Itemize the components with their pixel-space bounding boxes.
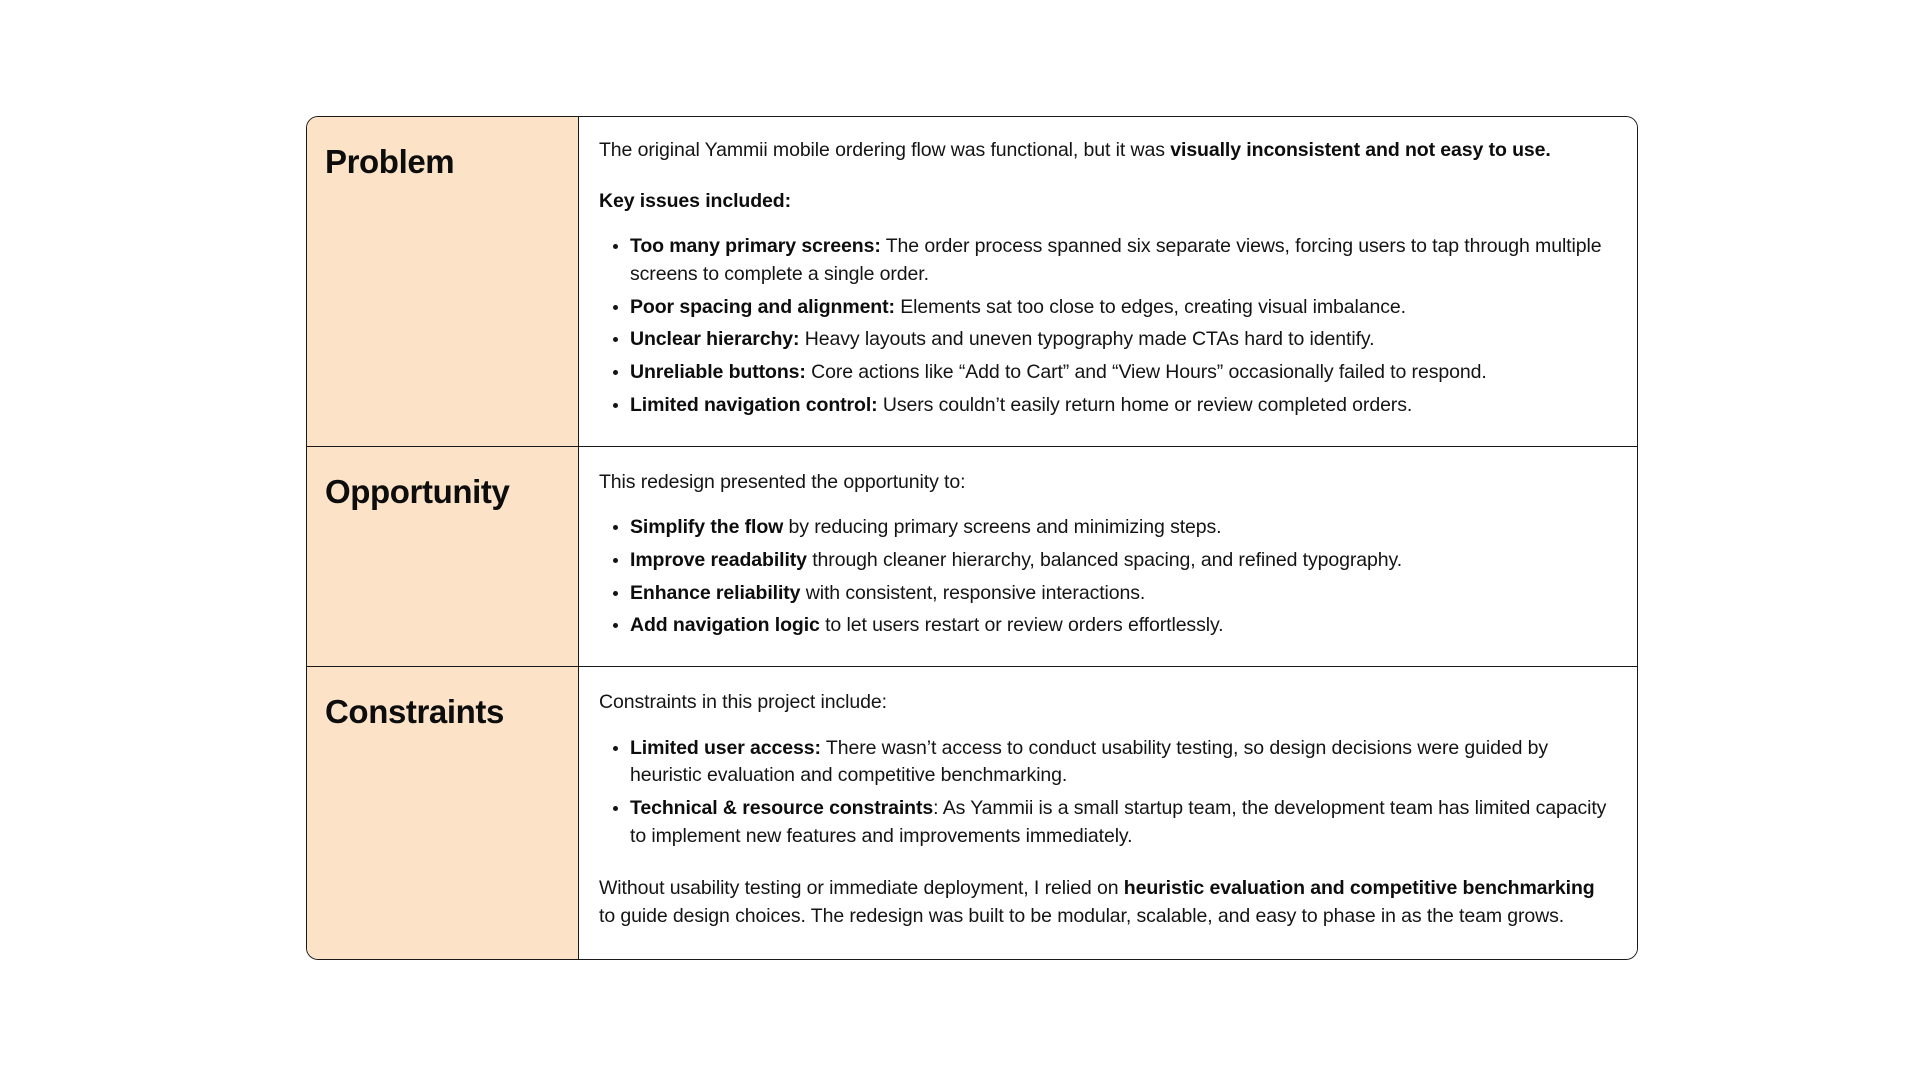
- bullet-lead: Too many primary screens:: [630, 235, 881, 258]
- row-label-problem: Problem: [325, 143, 455, 180]
- row-label-cell-problem: [307, 117, 579, 446]
- list-item: [630, 580, 1611, 608]
- problem-subheading-text: Key issues included:: [599, 189, 791, 212]
- bullet-rest: There wasn’t access to conduct usability testing, so design decisions were guided by heuristic evaluation and competitive benchmarking.: [630, 736, 1549, 787]
- problem-intro-text-plain: The original Yammii mobile ordering flow was functional, but it was: [599, 139, 1171, 161]
- bullet-lead: Unclear hierarchy:: [630, 328, 800, 351]
- bullet-rest: Elements sat too close to edges, creating visual imbalance.: [894, 295, 1406, 318]
- constraints-closing-part-2-bold: heuristic evaluation and competitive benchmarking: [1123, 877, 1595, 900]
- constraints-closing-paragraph: [599, 875, 1611, 930]
- bullet-rest: to let users restart or review orders effortlessly.: [819, 614, 1224, 637]
- bullet-lead: Technical & resource constraints: [630, 797, 934, 819]
- bullet-rest: Core actions like “Add to Cart” and “View Hours” occasionally failed to respond.: [805, 361, 1487, 384]
- list-item: [630, 612, 1611, 640]
- bullet-rest: through cleaner hierarchy, balanced spacing, and refined typography.: [806, 548, 1403, 571]
- problem-opportunity-constraints-table: [306, 116, 1638, 960]
- table-row-constraints: [307, 667, 1637, 959]
- row-content-problem: [579, 117, 1637, 446]
- constraints-closing-part-1: Without usability testing or immediate deployment, I relied on: [599, 877, 1124, 900]
- opportunity-bullet-list: [599, 514, 1611, 640]
- constraints-intro-paragraph: Constraints in this project include:: [599, 690, 887, 713]
- bullet-lead: Add navigation logic: [630, 614, 820, 637]
- bullet-rest: The order process spanned six separate views, forcing users to tap through multiple screens to complete a single order.: [630, 235, 1602, 286]
- list-item: [630, 294, 1611, 322]
- list-item: [630, 392, 1611, 420]
- problem-intro-text-bold: visually inconsistent and not easy to use.: [1170, 139, 1551, 161]
- list-item: [630, 233, 1611, 288]
- list-item: [630, 326, 1611, 354]
- bullet-rest: by reducing primary screens and minimizing steps.: [783, 516, 1222, 539]
- bullet-rest: Heavy layouts and uneven typography made CTAs hard to identify.: [799, 328, 1375, 351]
- table-row-problem: [307, 117, 1637, 447]
- problem-subheading: [599, 188, 1611, 216]
- row-label-constraints: Constraints: [325, 692, 504, 730]
- opportunity-intro-paragraph: This redesign presented the opportunity to:: [599, 470, 966, 493]
- constraints-bullet-list: [599, 735, 1611, 851]
- bullet-lead: Improve readability: [630, 548, 807, 571]
- row-label-cell-constraints: [307, 667, 579, 959]
- bullet-lead: Unreliable buttons:: [630, 361, 806, 384]
- table-row-opportunity: [307, 447, 1637, 667]
- list-item: [630, 359, 1611, 387]
- constraints-closing-part-3: to guide design choices. The redesign was built to be modular, scalable, and easy to phase in as the team grows.: [599, 905, 1565, 928]
- bullet-rest: : As Yammii is a small startup team, the development team has limited capacity to implement new features and improvements immediately.: [630, 797, 1607, 847]
- bullet-lead: Enhance reliability: [630, 581, 801, 604]
- list-item: [630, 795, 1611, 850]
- list-item: [630, 547, 1611, 575]
- row-content-opportunity: [579, 447, 1637, 666]
- bullet-lead: Limited navigation control:: [630, 393, 878, 416]
- bullet-rest: Users couldn’t easily return home or review completed orders.: [877, 393, 1413, 416]
- bullet-rest: with consistent, responsive interactions.: [800, 581, 1146, 604]
- bullet-lead: Simplify the flow: [630, 516, 784, 539]
- bullet-lead: Poor spacing and alignment:: [630, 295, 895, 318]
- list-item: [630, 735, 1611, 790]
- problem-bullet-list: [599, 233, 1611, 419]
- list-item: [630, 514, 1611, 542]
- bullet-lead: Limited user access:: [630, 736, 821, 759]
- row-label-opportunity: Opportunity: [325, 472, 510, 510]
- row-label-cell-opportunity: [307, 447, 579, 666]
- row-content-constraints: [579, 667, 1637, 959]
- problem-intro-paragraph: [599, 137, 1611, 165]
